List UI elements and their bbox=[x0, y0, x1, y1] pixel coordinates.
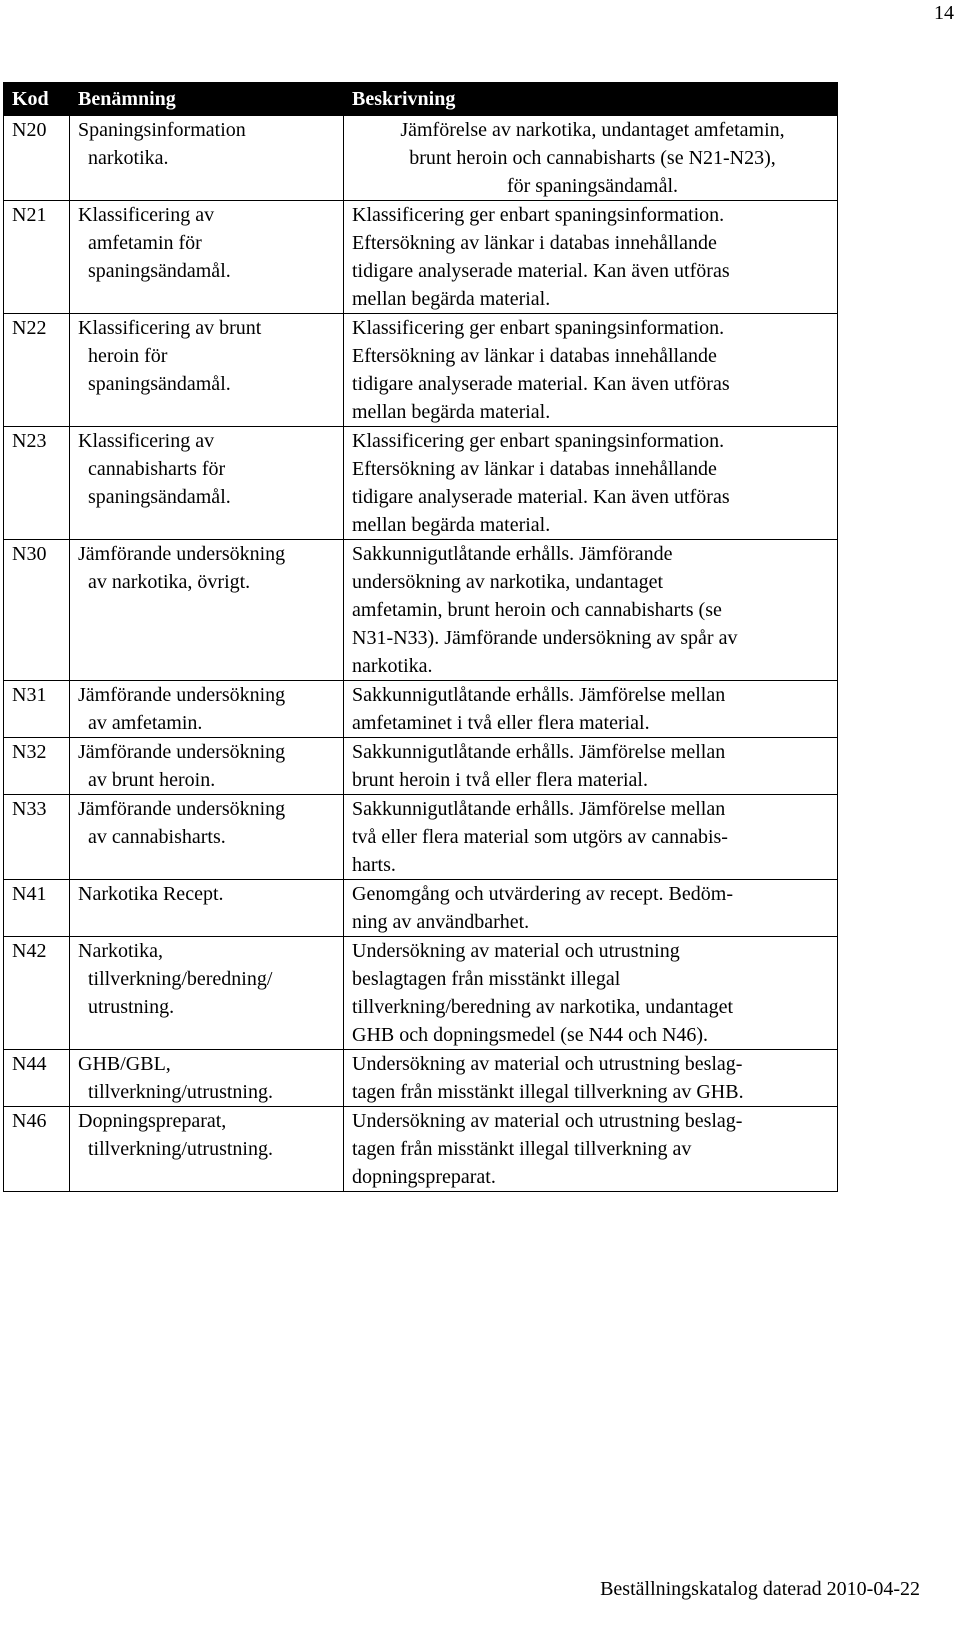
description-line: Jämförelse av narkotika, undantaget amfetamin, bbox=[400, 119, 785, 141]
header-beskrivning: Beskrivning bbox=[344, 83, 838, 116]
table-row bbox=[4, 540, 838, 681]
code-cell: N42 bbox=[4, 937, 70, 1050]
name-line: Jämförande undersökning bbox=[78, 543, 286, 565]
name-line: av cannabisharts. bbox=[88, 826, 226, 848]
name-line: Spaningsinformation bbox=[78, 119, 246, 141]
name-cell bbox=[70, 738, 344, 795]
name-line: Narkotika Recept. bbox=[78, 883, 224, 905]
table-row bbox=[4, 314, 838, 427]
description-line: brunt heroin i två eller flera material. bbox=[352, 769, 648, 791]
name-line: cannabisharts för bbox=[88, 458, 226, 480]
description-line: mellan begärda material. bbox=[352, 288, 551, 310]
description-line: Sakkunnigutlåtande erhålls. Jämförelse mellan bbox=[352, 798, 726, 820]
page-number: 14 bbox=[934, 2, 954, 24]
name-cell bbox=[70, 937, 344, 1050]
name-cell bbox=[70, 880, 344, 937]
description-cell bbox=[344, 937, 838, 1050]
name-line: Klassificering av bbox=[78, 430, 215, 452]
description-line: Klassificering ger enbart spaningsinformation. bbox=[352, 317, 725, 339]
name-line: Jämförande undersökning bbox=[78, 741, 286, 763]
description-cell bbox=[344, 1050, 838, 1107]
description-cell bbox=[344, 1107, 838, 1192]
name-line: Dopningspreparat, bbox=[78, 1110, 227, 1132]
code-cell: N41 bbox=[4, 880, 70, 937]
name-line: Klassificering av brunt bbox=[78, 317, 262, 339]
code-cell: N46 bbox=[4, 1107, 70, 1192]
table-header bbox=[4, 83, 838, 116]
table-row bbox=[4, 1050, 838, 1107]
table-row bbox=[4, 1107, 838, 1192]
description-line: för spaningsändamål. bbox=[506, 175, 679, 197]
name-line: narkotika. bbox=[88, 147, 169, 169]
code-cell: N33 bbox=[4, 795, 70, 880]
description-line: tidigare analyserade material. Kan även utföras bbox=[352, 486, 730, 508]
description-line: Klassificering ger enbart spaningsinformation. bbox=[352, 430, 725, 452]
description-line: tillverkning/beredning av narkotika, undantaget bbox=[352, 996, 733, 1018]
name-cell bbox=[70, 1050, 344, 1107]
description-line: undersökning av narkotika, undantaget bbox=[352, 571, 664, 593]
code-cell: N30 bbox=[4, 540, 70, 681]
table-row bbox=[4, 427, 838, 540]
description-line: tagen från misstänkt illegal tillverkning av bbox=[352, 1138, 692, 1160]
description-line: narkotika. bbox=[352, 655, 433, 677]
description-line: tidigare analyserade material. Kan även utföras bbox=[352, 373, 730, 395]
description-cell bbox=[344, 116, 838, 201]
description-line: GHB och dopningsmedel (se N44 och N46). bbox=[352, 1024, 709, 1046]
description-line: mellan begärda material. bbox=[352, 401, 551, 423]
name-line: av brunt heroin. bbox=[88, 769, 216, 791]
description-line: amfetamin, brunt heroin och cannabisharts (se bbox=[352, 599, 722, 621]
code-cell: N20 bbox=[4, 116, 70, 201]
code-cell: N31 bbox=[4, 681, 70, 738]
description-line: Undersökning av material och utrustning beslag- bbox=[352, 1110, 743, 1132]
description-line: Klassificering ger enbart spaningsinformation. bbox=[352, 204, 725, 226]
table-row bbox=[4, 681, 838, 738]
name-cell bbox=[70, 427, 344, 540]
name-line: tillverkning/utrustning. bbox=[88, 1081, 273, 1103]
name-line: amfetamin för bbox=[88, 232, 202, 254]
name-line: tillverkning/beredning/ bbox=[88, 968, 273, 990]
code-cell: N21 bbox=[4, 201, 70, 314]
table-row bbox=[4, 201, 838, 314]
code-cell: N23 bbox=[4, 427, 70, 540]
table-row bbox=[4, 880, 838, 937]
description-line: beslagtagen från misstänkt illegal bbox=[352, 968, 621, 990]
name-cell bbox=[70, 540, 344, 681]
description-cell bbox=[344, 880, 838, 937]
name-line: GHB/GBL, bbox=[78, 1053, 171, 1075]
table-row bbox=[4, 795, 838, 880]
name-line: spaningsändamål. bbox=[88, 486, 231, 508]
description-line: Undersökning av material och utrustning beslag- bbox=[352, 1053, 743, 1075]
description-cell bbox=[344, 201, 838, 314]
description-cell bbox=[344, 540, 838, 681]
name-cell bbox=[70, 116, 344, 201]
description-line: tidigare analyserade material. Kan även utföras bbox=[352, 260, 730, 282]
description-line: tagen från misstänkt illegal tillverkning av GHB. bbox=[352, 1081, 744, 1103]
description-line: Eftersökning av länkar i databas innehållande bbox=[352, 232, 717, 254]
name-line: av amfetamin. bbox=[88, 712, 203, 734]
description-line: Sakkunnigutlåtande erhålls. Jämförelse mellan bbox=[352, 684, 726, 706]
name-line: spaningsändamål. bbox=[88, 373, 231, 395]
description-line: harts. bbox=[352, 854, 396, 876]
table-body bbox=[4, 116, 838, 1192]
description-cell bbox=[344, 681, 838, 738]
header-kod: Kod bbox=[4, 83, 70, 116]
name-cell bbox=[70, 795, 344, 880]
description-line: Eftersökning av länkar i databas innehållande bbox=[352, 345, 717, 367]
description-cell bbox=[344, 795, 838, 880]
name-cell bbox=[70, 1107, 344, 1192]
description-line: amfetaminet i två eller flera material. bbox=[352, 712, 650, 734]
code-cell: N44 bbox=[4, 1050, 70, 1107]
description-line: Undersökning av material och utrustning bbox=[352, 940, 680, 962]
table-row bbox=[4, 116, 838, 201]
description-line: N31-N33). Jämförande undersökning av spår av bbox=[352, 627, 738, 649]
name-cell bbox=[70, 681, 344, 738]
description-line: mellan begärda material. bbox=[352, 514, 551, 536]
name-line: Narkotika, bbox=[78, 940, 163, 962]
name-line: Jämförande undersökning bbox=[78, 798, 286, 820]
name-line: utrustning. bbox=[88, 996, 175, 1018]
name-line: Klassificering av bbox=[78, 204, 215, 226]
header-benamning: Benämning bbox=[70, 83, 344, 116]
name-line: Jämförande undersökning bbox=[78, 684, 286, 706]
description-line: ning av användbarhet. bbox=[352, 911, 530, 933]
description-line: brunt heroin och cannabisharts (se N21-N23), bbox=[409, 147, 776, 169]
order-catalog-table bbox=[3, 82, 838, 1192]
name-line: spaningsändamål. bbox=[88, 260, 231, 282]
description-line: Sakkunnigutlåtande erhålls. Jämförelse mellan bbox=[352, 741, 726, 763]
name-cell bbox=[70, 201, 344, 314]
name-line: tillverkning/utrustning. bbox=[88, 1138, 273, 1160]
description-line: två eller flera material som utgörs av cannabis- bbox=[352, 826, 728, 848]
description-cell bbox=[344, 314, 838, 427]
name-line: av narkotika, övrigt. bbox=[88, 571, 251, 593]
description-cell bbox=[344, 738, 838, 795]
name-cell bbox=[70, 314, 344, 427]
catalog-date-footer: Beställningskatalog daterad 2010-04-22 bbox=[600, 1578, 920, 1600]
code-cell: N32 bbox=[4, 738, 70, 795]
description-cell bbox=[344, 427, 838, 540]
name-line: heroin för bbox=[88, 345, 168, 367]
description-line: Eftersökning av länkar i databas innehållande bbox=[352, 458, 717, 480]
table-row bbox=[4, 738, 838, 795]
description-line: dopningspreparat. bbox=[352, 1166, 496, 1188]
description-line: Genomgång och utvärdering av recept. Bedöm- bbox=[352, 883, 733, 905]
table-row bbox=[4, 937, 838, 1050]
description-line: Sakkunnigutlåtande erhålls. Jämförande bbox=[352, 543, 673, 565]
code-cell: N22 bbox=[4, 314, 70, 427]
